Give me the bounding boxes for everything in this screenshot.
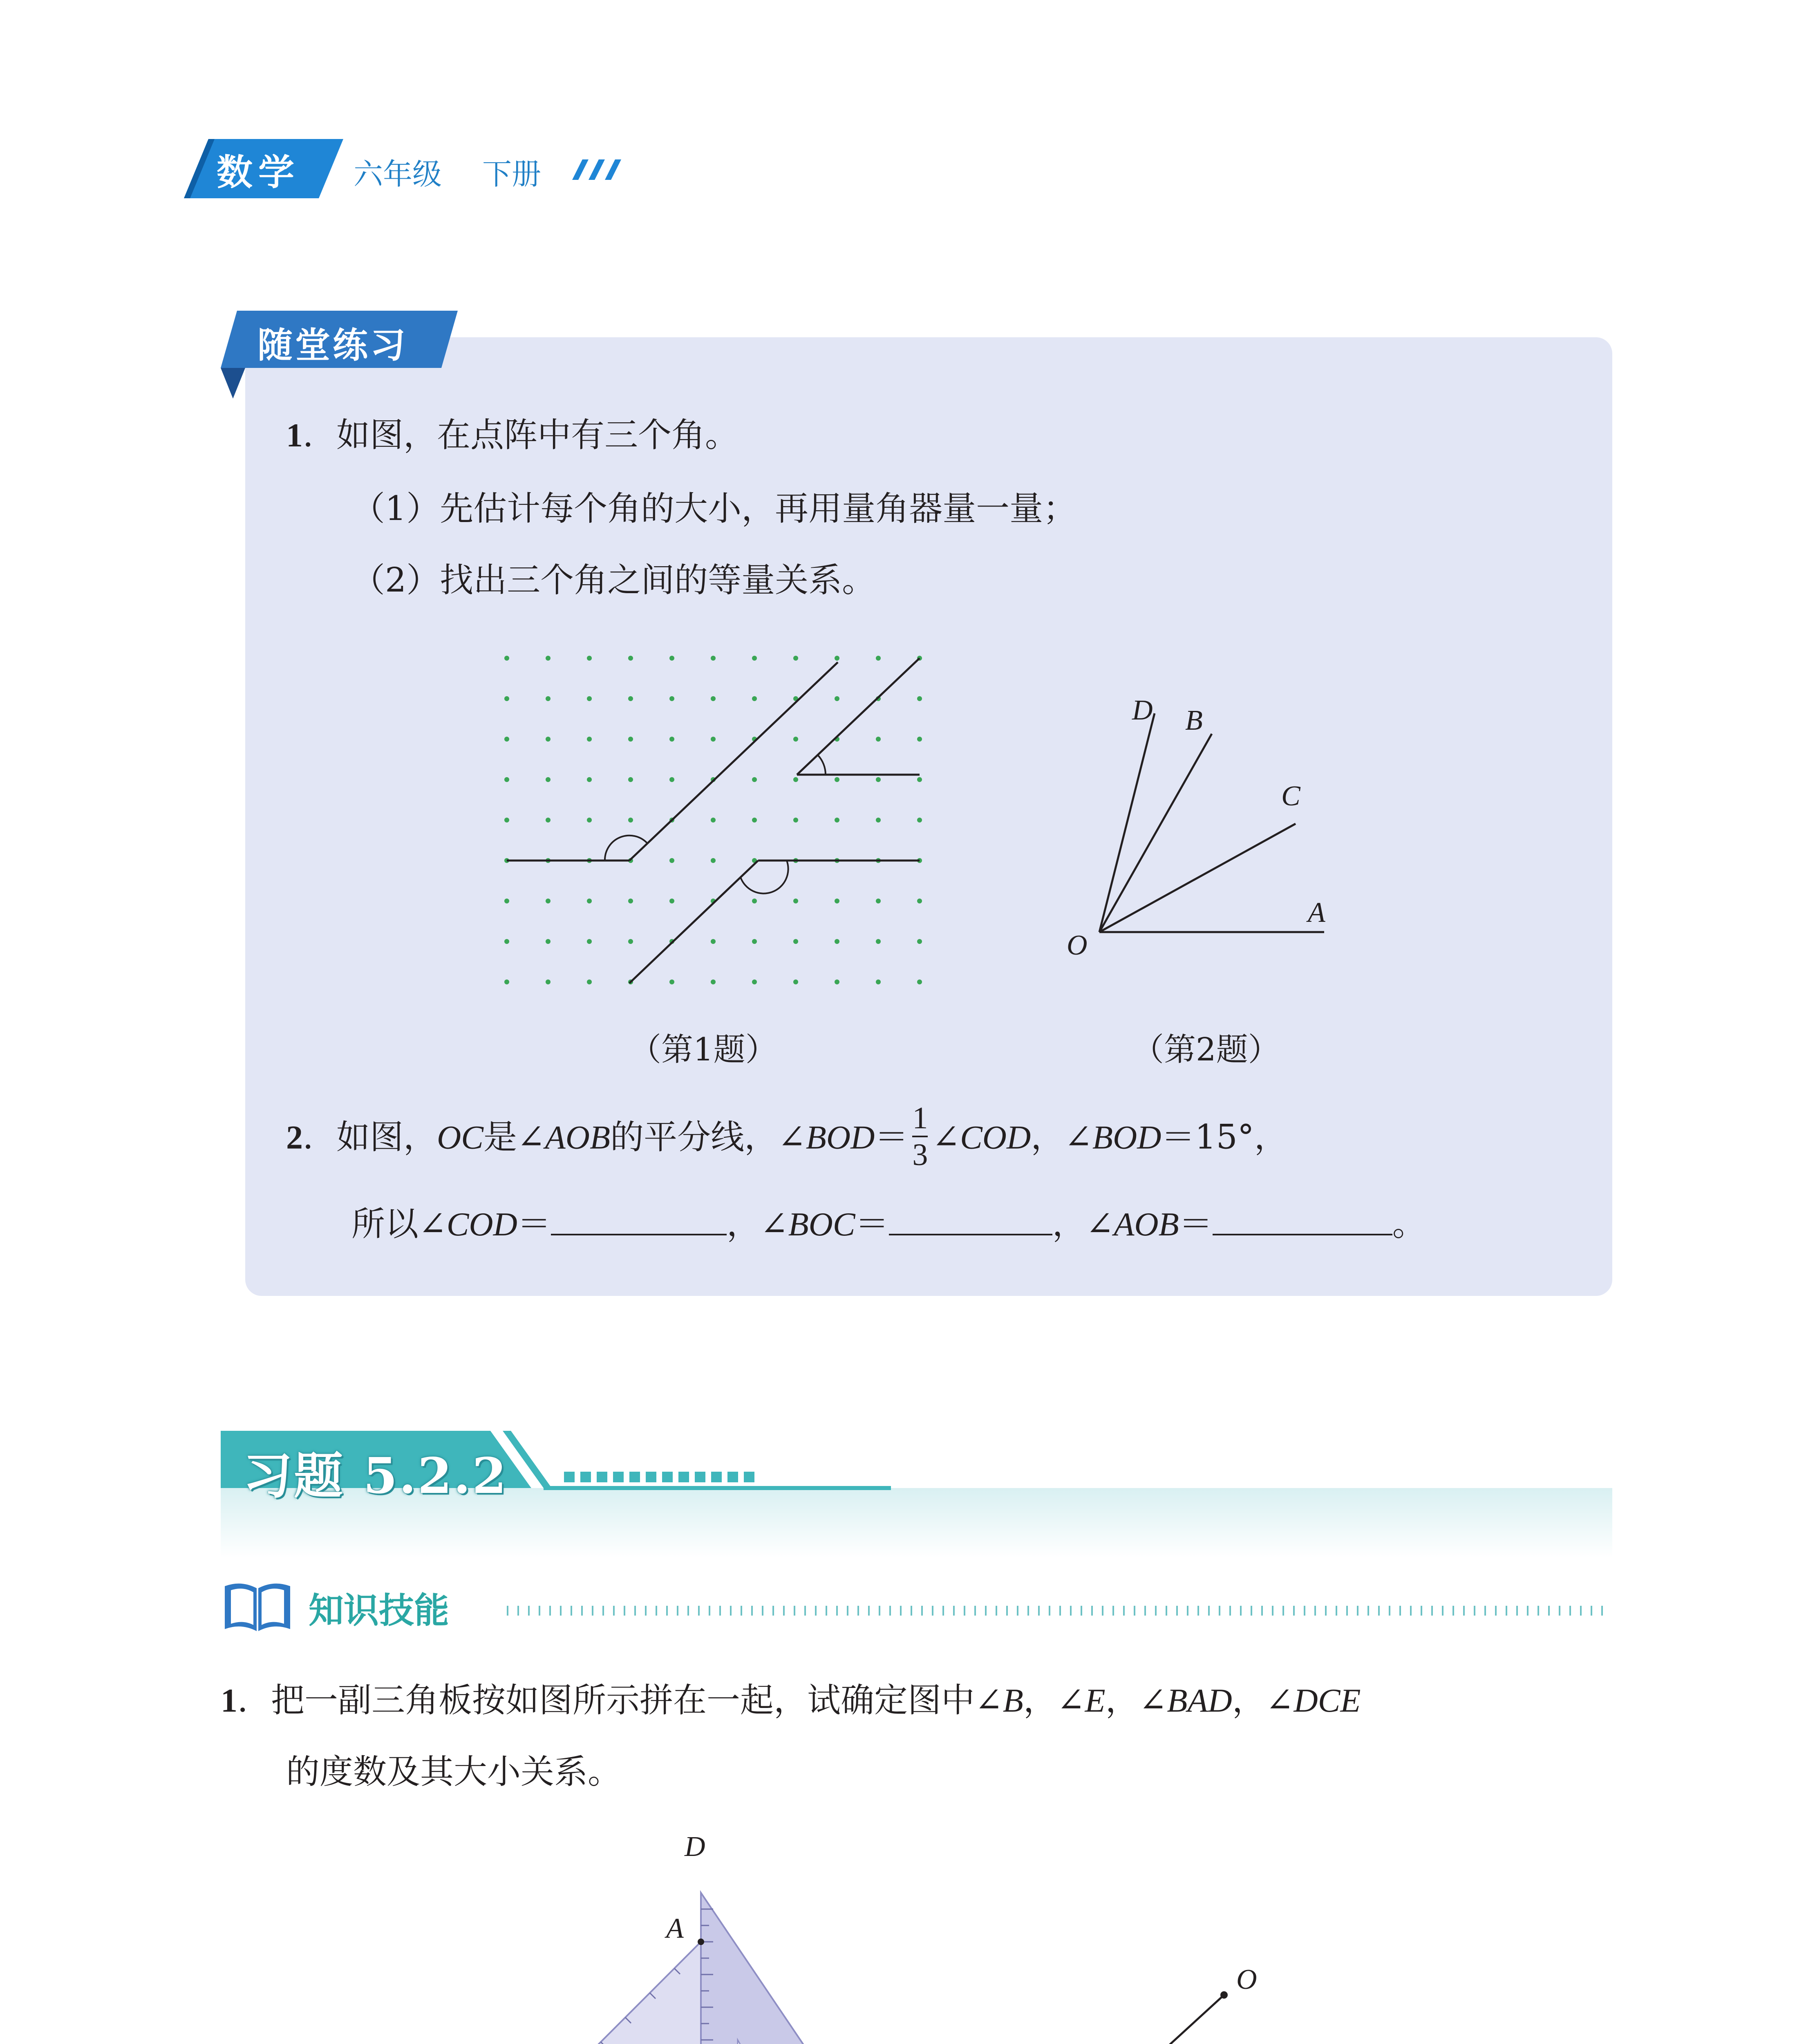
lattice-dot: [504, 777, 509, 782]
lattice-dot: [835, 696, 839, 701]
lattice-dot: [628, 656, 633, 661]
lattice-dot: [711, 858, 716, 863]
label-b: B: [1185, 705, 1203, 736]
skill-label: 知识技能: [309, 1590, 449, 1631]
lattice-dot: [546, 818, 551, 823]
lattice-dot: [546, 656, 551, 661]
lattice-dot: [504, 899, 509, 903]
lattice-dot: [587, 777, 592, 782]
practice-fig2-caption: （第2题）: [1132, 1031, 1280, 1068]
label-d: D: [685, 1831, 705, 1862]
answer-blank-cod[interactable]: [551, 1205, 727, 1235]
lattice-dot: [628, 899, 633, 903]
lattice-dot: [876, 777, 881, 782]
ray-ob: [1099, 734, 1212, 932]
label-c: C: [1281, 780, 1300, 812]
grade-label: 六年级: [354, 157, 442, 191]
practice-fig1-caption: （第1题）: [629, 1031, 777, 1068]
label-d: D: [1132, 695, 1153, 726]
lattice-dot: [752, 818, 757, 823]
lattice-dot: [917, 777, 922, 782]
lattice-dot: [917, 737, 922, 742]
segment-ao: [1081, 1995, 1224, 2044]
lattice-dot: [628, 737, 633, 742]
lattice-dot: [917, 979, 922, 984]
lattice-dot: [587, 737, 592, 742]
lattice-dot: [793, 656, 798, 661]
label-a: A: [666, 1913, 684, 1944]
lattice-dot: [711, 818, 716, 823]
lattice-dot: [793, 737, 798, 742]
lattice-dot: [711, 656, 716, 661]
lattice-dot: [669, 656, 674, 661]
lattice-dot: [876, 899, 881, 903]
lattice-dot: [628, 939, 633, 944]
practice-label: 随堂练习: [257, 325, 408, 366]
lattice-dot: [628, 818, 633, 823]
answer-blank-aob[interactable]: [1213, 1205, 1392, 1235]
slash-decoration-icon: [564, 157, 625, 182]
exercise-q1-line2: 的度数及其大小关系。: [286, 1753, 622, 1791]
lattice-dot: [793, 939, 798, 944]
lattice-dot: [669, 979, 674, 984]
lattice-dot: [917, 939, 922, 944]
fraction-one-third: $\frac{1}{3}$: [912, 1101, 928, 1172]
subject-title: 数学: [217, 151, 300, 193]
practice-q2-line2: 所以∠COD＝ ，∠BOC＝ ，∠AOB＝ 。: [351, 1205, 1426, 1244]
lattice-dot: [711, 737, 716, 742]
lattice-dot: [669, 737, 674, 742]
lattice-dot: [793, 818, 798, 823]
lattice-dot: [835, 979, 839, 984]
lattice-dot: [752, 899, 757, 903]
lattice-dot: [587, 899, 592, 903]
volume-label: 下册: [482, 157, 542, 191]
lattice-dot: [504, 737, 509, 742]
lattice-dot: [546, 899, 551, 903]
ray-oc: [1099, 824, 1296, 932]
label-o: O: [1236, 1964, 1257, 1995]
lattice-dot: [711, 939, 716, 944]
lattice-dot: [917, 899, 922, 903]
lattice-dot: [546, 979, 551, 984]
point-a: [698, 1939, 704, 1945]
lattice-dot: [504, 939, 509, 944]
lattice-dot: [752, 777, 757, 782]
exercise-title: 习题 5.2.2: [243, 1447, 508, 1505]
lattice-dot: [587, 979, 592, 984]
lattice-dot: [752, 696, 757, 701]
answer-blank-boc[interactable]: [889, 1205, 1052, 1235]
lattice-dot: [876, 979, 881, 984]
lattice-dot: [835, 899, 839, 903]
point-o: [1220, 1991, 1228, 1999]
lattice-dot: [504, 696, 509, 701]
lattice-dot: [752, 656, 757, 661]
lattice-dot: [587, 656, 592, 661]
lattice-dot: [917, 818, 922, 823]
lattice-dot: [504, 818, 509, 823]
set-squares-figure: [470, 1811, 920, 2044]
practice-q1-part1: （1）先估计每个角的大小，再用量角器量一量；: [351, 489, 1077, 528]
lattice-dot: [876, 656, 881, 661]
dotted-rule: [507, 1605, 1610, 1617]
practice-q1-stem: 1．如图，在点阵中有三个角。: [286, 416, 739, 455]
lattice-dot: [876, 939, 881, 944]
book-icon: [221, 1578, 294, 1635]
lattice-dot: [876, 818, 881, 823]
practice-q1-part2: （2）找出三个角之间的等量关系。: [351, 561, 876, 600]
lattice-dot: [587, 818, 592, 823]
triangle-bac: [517, 1942, 701, 2044]
lattice-dot: [917, 696, 922, 701]
lattice-dot: [711, 979, 716, 984]
lattice-dot: [587, 696, 592, 701]
lattice-dot: [669, 858, 674, 863]
lattice-dot: [835, 939, 839, 944]
lattice-dot: [835, 818, 839, 823]
lattice-dot: [711, 696, 716, 701]
lattice-dot: [546, 737, 551, 742]
lattice-dot: [546, 696, 551, 701]
line-point-figure: [940, 1942, 1390, 2044]
label-a: A: [1308, 897, 1325, 928]
lattice-dot: [835, 656, 839, 661]
lattice-dot: [546, 777, 551, 782]
lattice-dot: [876, 737, 881, 742]
label-o: O: [1067, 930, 1088, 961]
lattice-dot: [752, 939, 757, 944]
exercise-q1-line1: 1．把一副三角板按如图所示拼在一起，试确定图中∠B，∠E，∠BAD，∠DCE: [221, 1681, 1361, 1720]
triangle-cde: [701, 1893, 858, 2044]
lattice-dot: [504, 979, 509, 984]
ray-od: [1099, 713, 1155, 932]
lattice-dot: [628, 696, 633, 701]
lattice-dot: [793, 899, 798, 903]
lattice-dot: [752, 979, 757, 984]
rays-figure: [1054, 687, 1349, 973]
lattice-dot: [628, 777, 633, 782]
lattice-dot: [835, 777, 839, 782]
lattice-dot: [793, 979, 798, 984]
lattice-dot: [669, 899, 674, 903]
dot-lattice-figure: [490, 646, 940, 1002]
lattice-dot: [546, 939, 551, 944]
lattice-dot: [793, 777, 798, 782]
lattice-dot: [669, 777, 674, 782]
lattice-dot: [504, 656, 509, 661]
lattice-dot: [669, 696, 674, 701]
lattice-dot: [587, 939, 592, 944]
practice-q2-line1: 2．如图，OC是∠AOB的平分线，∠BOD＝ $\frac{1}{3}$ ∠COD，∠BOD＝15°，: [286, 1101, 1288, 1172]
